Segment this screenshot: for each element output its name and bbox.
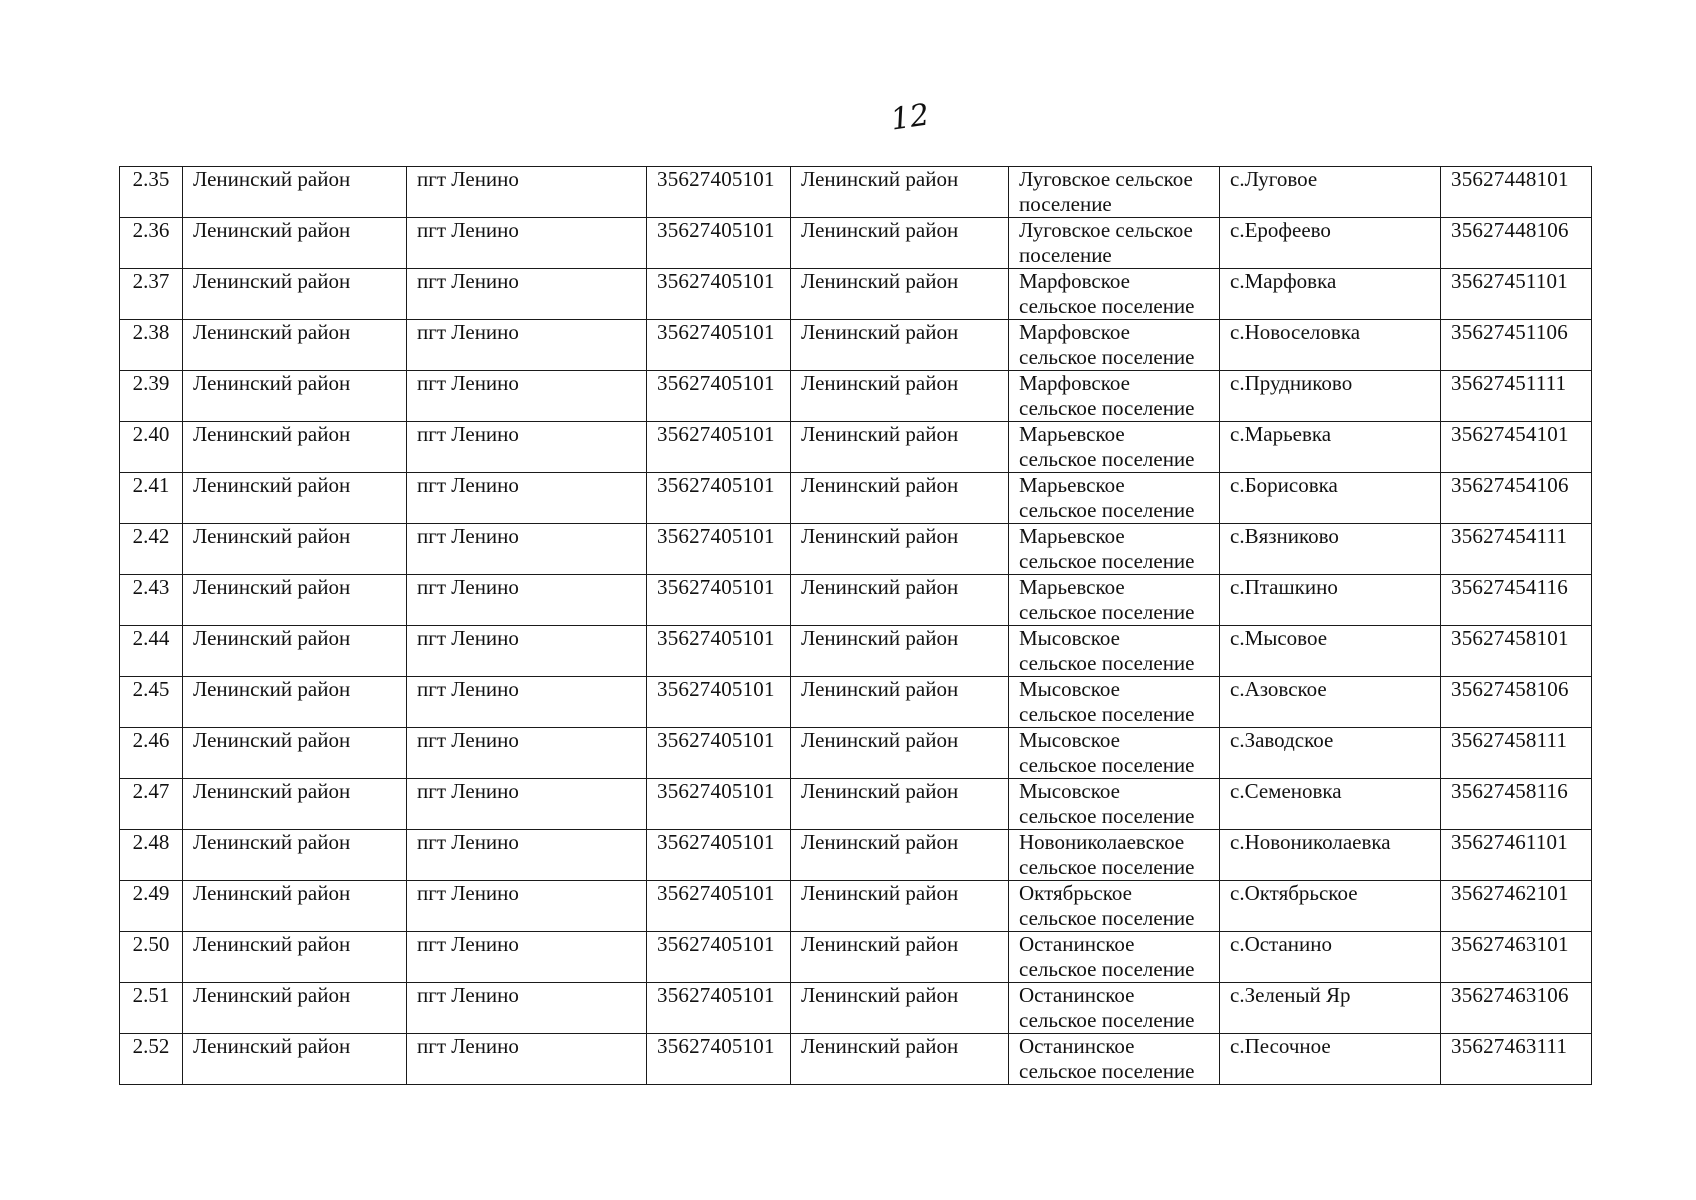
locality-cell: с.Новониколаевка xyxy=(1220,830,1441,881)
code-to-cell: 35627451106 xyxy=(1441,320,1592,371)
municipality-cell xyxy=(1009,728,1220,779)
district-from-cell: Ленинский район xyxy=(183,422,407,473)
district-from-cell: Ленинский район xyxy=(183,167,407,218)
municipality-line-2: сельское поселение xyxy=(1019,804,1195,828)
district-to-cell: Ленинский район xyxy=(791,371,1009,422)
district-from-cell: Ленинский район xyxy=(183,932,407,983)
table-row xyxy=(120,881,1592,932)
table-row xyxy=(120,932,1592,983)
code-to-cell: 35627458101 xyxy=(1441,626,1592,677)
municipality-line-2: сельское поселение xyxy=(1019,600,1195,624)
municipality-line-2: сельское поселение xyxy=(1019,345,1195,369)
settlement-from-cell: пгт Ленино xyxy=(407,779,647,830)
table-row xyxy=(120,218,1592,269)
code-to-cell: 35627461101 xyxy=(1441,830,1592,881)
locality-cell: с.Вязниково xyxy=(1220,524,1441,575)
code-from-cell: 35627405101 xyxy=(647,983,791,1034)
locality-cell: с.Заводское xyxy=(1220,728,1441,779)
table-row xyxy=(120,524,1592,575)
municipality-line-1: Марьевское xyxy=(1019,575,1125,599)
settlement-from-cell: пгт Ленино xyxy=(407,524,647,575)
district-to-cell: Ленинский район xyxy=(791,269,1009,320)
code-from-cell: 35627405101 xyxy=(647,524,791,575)
code-to-cell: 35627458116 xyxy=(1441,779,1592,830)
municipality-line-1: Мысовское xyxy=(1019,779,1120,803)
code-to-cell: 35627448106 xyxy=(1441,218,1592,269)
district-to-cell: Ленинский район xyxy=(791,626,1009,677)
district-from-cell: Ленинский район xyxy=(183,473,407,524)
municipality-line-1: Марьевское xyxy=(1019,524,1125,548)
municipality-cell xyxy=(1009,218,1220,269)
table-row xyxy=(120,1034,1592,1085)
municipality-line-1: Марьевское xyxy=(1019,422,1125,446)
district-to-cell: Ленинский район xyxy=(791,524,1009,575)
municipality-cell xyxy=(1009,422,1220,473)
table-row xyxy=(120,830,1592,881)
municipality-cell xyxy=(1009,473,1220,524)
row-number-cell: 2.36 xyxy=(120,218,183,269)
code-to-cell: 35627458111 xyxy=(1441,728,1592,779)
district-from-cell: Ленинский район xyxy=(183,218,407,269)
locality-cell: с.Прудниково xyxy=(1220,371,1441,422)
row-number-cell: 2.48 xyxy=(120,830,183,881)
municipality-line-1: Марфовское xyxy=(1019,371,1130,395)
municipality-line-1: Марфовское xyxy=(1019,269,1130,293)
row-number-cell: 2.41 xyxy=(120,473,183,524)
row-number-cell: 2.50 xyxy=(120,932,183,983)
table-row xyxy=(120,320,1592,371)
municipality-cell xyxy=(1009,371,1220,422)
table-row xyxy=(120,167,1592,218)
locality-cell: с.Останино xyxy=(1220,932,1441,983)
code-from-cell: 35627405101 xyxy=(647,422,791,473)
municipality-line-2: сельское поселение xyxy=(1019,1008,1195,1032)
district-to-cell: Ленинский район xyxy=(791,830,1009,881)
code-to-cell: 35627451101 xyxy=(1441,269,1592,320)
code-from-cell: 35627405101 xyxy=(647,320,791,371)
table-row xyxy=(120,575,1592,626)
district-from-cell: Ленинский район xyxy=(183,983,407,1034)
row-number-cell: 2.35 xyxy=(120,167,183,218)
code-to-cell: 35627451111 xyxy=(1441,371,1592,422)
settlement-from-cell: пгт Ленино xyxy=(407,269,647,320)
district-to-cell: Ленинский район xyxy=(791,983,1009,1034)
locality-cell: с.Пташкино xyxy=(1220,575,1441,626)
code-to-cell: 35627454116 xyxy=(1441,575,1592,626)
settlement-from-cell: пгт Ленино xyxy=(407,1034,647,1085)
district-from-cell: Ленинский район xyxy=(183,320,407,371)
row-number-cell: 2.46 xyxy=(120,728,183,779)
settlement-from-cell: пгт Ленино xyxy=(407,371,647,422)
district-from-cell: Ленинский район xyxy=(183,371,407,422)
district-to-cell: Ленинский район xyxy=(791,881,1009,932)
municipality-cell xyxy=(1009,881,1220,932)
row-number-cell: 2.38 xyxy=(120,320,183,371)
code-to-cell: 35627454111 xyxy=(1441,524,1592,575)
code-to-cell: 35627458106 xyxy=(1441,677,1592,728)
row-number-cell: 2.43 xyxy=(120,575,183,626)
municipality-cell xyxy=(1009,677,1220,728)
code-from-cell: 35627405101 xyxy=(647,830,791,881)
municipality-cell xyxy=(1009,779,1220,830)
municipality-line-2: сельское поселение xyxy=(1019,1059,1195,1083)
municipality-cell xyxy=(1009,1034,1220,1085)
locality-cell: с.Зеленый Яр xyxy=(1220,983,1441,1034)
table-row xyxy=(120,779,1592,830)
municipality-line-2: сельское поселение xyxy=(1019,855,1195,879)
settlement-from-cell: пгт Ленино xyxy=(407,575,647,626)
row-number-cell: 2.39 xyxy=(120,371,183,422)
municipality-line-2: сельское поселение xyxy=(1019,549,1195,573)
municipality-line-1: Мысовское xyxy=(1019,626,1120,650)
locality-cell: с.Новоселовка xyxy=(1220,320,1441,371)
district-from-cell: Ленинский район xyxy=(183,677,407,728)
municipality-cell xyxy=(1009,932,1220,983)
settlement-from-cell: пгт Ленино xyxy=(407,167,647,218)
code-to-cell: 35627463111 xyxy=(1441,1034,1592,1085)
district-to-cell: Ленинский район xyxy=(791,167,1009,218)
locality-cell: с.Мысовое xyxy=(1220,626,1441,677)
code-to-cell: 35627454101 xyxy=(1441,422,1592,473)
district-from-cell: Ленинский район xyxy=(183,524,407,575)
district-from-cell: Ленинский район xyxy=(183,830,407,881)
row-number-cell: 2.51 xyxy=(120,983,183,1034)
row-number-cell: 2.37 xyxy=(120,269,183,320)
locality-cell: с.Азовское xyxy=(1220,677,1441,728)
municipality-line-2: сельское поселение xyxy=(1019,498,1195,522)
settlement-from-cell: пгт Ленино xyxy=(407,422,647,473)
code-from-cell: 35627405101 xyxy=(647,728,791,779)
district-from-cell: Ленинский район xyxy=(183,575,407,626)
municipality-line-1: Останинское xyxy=(1019,1034,1135,1058)
district-to-cell: Ленинский район xyxy=(791,575,1009,626)
district-to-cell: Ленинский район xyxy=(791,932,1009,983)
settlement-from-cell: пгт Ленино xyxy=(407,881,647,932)
municipality-line-2: сельское поселение xyxy=(1019,957,1195,981)
table-row xyxy=(120,371,1592,422)
municipality-line-1: Останинское xyxy=(1019,983,1135,1007)
district-to-cell: Ленинский район xyxy=(791,728,1009,779)
code-from-cell: 35627405101 xyxy=(647,881,791,932)
municipality-line-1: Марфовское xyxy=(1019,320,1130,344)
district-from-cell: Ленинский район xyxy=(183,1034,407,1085)
table-row xyxy=(120,728,1592,779)
municipality-cell xyxy=(1009,983,1220,1034)
municipality-line-1: Новониколаевское xyxy=(1019,830,1185,854)
district-from-cell: Ленинский район xyxy=(183,881,407,932)
code-from-cell: 35627405101 xyxy=(647,371,791,422)
code-to-cell: 35627463101 xyxy=(1441,932,1592,983)
settlement-table xyxy=(119,166,1592,1085)
district-to-cell: Ленинский район xyxy=(791,473,1009,524)
table-row xyxy=(120,983,1592,1034)
code-from-cell: 35627405101 xyxy=(647,269,791,320)
municipality-cell xyxy=(1009,167,1220,218)
table-row xyxy=(120,269,1592,320)
code-to-cell: 35627463106 xyxy=(1441,983,1592,1034)
district-to-cell: Ленинский район xyxy=(791,422,1009,473)
municipality-line-2: сельское поселение xyxy=(1019,702,1195,726)
settlement-from-cell: пгт Ленино xyxy=(407,677,647,728)
code-from-cell: 35627405101 xyxy=(647,1034,791,1085)
settlement-from-cell: пгт Ленино xyxy=(407,830,647,881)
district-from-cell: Ленинский район xyxy=(183,626,407,677)
code-to-cell: 35627462101 xyxy=(1441,881,1592,932)
locality-cell: с.Борисовка xyxy=(1220,473,1441,524)
municipality-cell xyxy=(1009,830,1220,881)
code-to-cell: 35627454106 xyxy=(1441,473,1592,524)
settlement-from-cell: пгт Ленино xyxy=(407,626,647,677)
district-from-cell: Ленинский район xyxy=(183,728,407,779)
row-number-cell: 2.49 xyxy=(120,881,183,932)
municipality-line-1: Мысовское xyxy=(1019,728,1120,752)
district-from-cell: Ленинский район xyxy=(183,779,407,830)
settlement-from-cell: пгт Ленино xyxy=(407,320,647,371)
municipality-cell xyxy=(1009,524,1220,575)
code-from-cell: 35627405101 xyxy=(647,932,791,983)
settlement-from-cell: пгт Ленино xyxy=(407,218,647,269)
row-number-cell: 2.40 xyxy=(120,422,183,473)
municipality-cell xyxy=(1009,320,1220,371)
code-to-cell: 35627448101 xyxy=(1441,167,1592,218)
locality-cell: с.Октябрьское xyxy=(1220,881,1441,932)
row-number-cell: 2.42 xyxy=(120,524,183,575)
municipality-line-1: Луговское сельское xyxy=(1019,167,1193,191)
municipality-line-2: поселение xyxy=(1019,243,1112,267)
table-row xyxy=(120,626,1592,677)
locality-cell: с.Песочное xyxy=(1220,1034,1441,1085)
page-number: 12 xyxy=(888,97,932,138)
row-number-cell: 2.45 xyxy=(120,677,183,728)
municipality-line-1: Останинское xyxy=(1019,932,1135,956)
locality-cell: с.Марьевка xyxy=(1220,422,1441,473)
table-row xyxy=(120,473,1592,524)
locality-cell: с.Луговое xyxy=(1220,167,1441,218)
district-to-cell: Ленинский район xyxy=(791,218,1009,269)
code-from-cell: 35627405101 xyxy=(647,575,791,626)
row-number-cell: 2.47 xyxy=(120,779,183,830)
settlement-from-cell: пгт Ленино xyxy=(407,473,647,524)
municipality-line-2: сельское поселение xyxy=(1019,906,1195,930)
municipality-line-2: сельское поселение xyxy=(1019,447,1195,471)
municipality-cell xyxy=(1009,269,1220,320)
code-from-cell: 35627405101 xyxy=(647,677,791,728)
locality-cell: с.Марфовка xyxy=(1220,269,1441,320)
table-row xyxy=(120,677,1592,728)
municipality-line-1: Октябрьское xyxy=(1019,881,1132,905)
settlement-from-cell: пгт Ленино xyxy=(407,728,647,779)
district-to-cell: Ленинский район xyxy=(791,320,1009,371)
municipality-line-2: сельское поселение xyxy=(1019,396,1195,420)
settlement-from-cell: пгт Ленино xyxy=(407,983,647,1034)
district-to-cell: Ленинский район xyxy=(791,779,1009,830)
municipality-line-2: сельское поселение xyxy=(1019,651,1195,675)
code-from-cell: 35627405101 xyxy=(647,626,791,677)
table-row xyxy=(120,422,1592,473)
locality-cell: с.Ерофеево xyxy=(1220,218,1441,269)
row-number-cell: 2.52 xyxy=(120,1034,183,1085)
district-to-cell: Ленинский район xyxy=(791,677,1009,728)
code-from-cell: 35627405101 xyxy=(647,167,791,218)
code-from-cell: 35627405101 xyxy=(647,218,791,269)
municipality-line-2: поселение xyxy=(1019,192,1112,216)
municipality-cell xyxy=(1009,626,1220,677)
table-body xyxy=(120,167,1592,1085)
municipality-line-1: Мысовское xyxy=(1019,677,1120,701)
municipality-line-2: сельское поселение xyxy=(1019,294,1195,318)
municipality-cell xyxy=(1009,575,1220,626)
code-from-cell: 35627405101 xyxy=(647,473,791,524)
settlement-from-cell: пгт Ленино xyxy=(407,932,647,983)
locality-cell: с.Семеновка xyxy=(1220,779,1441,830)
municipality-line-1: Луговское сельское xyxy=(1019,218,1193,242)
district-to-cell: Ленинский район xyxy=(791,1034,1009,1085)
row-number-cell: 2.44 xyxy=(120,626,183,677)
municipality-line-1: Марьевское xyxy=(1019,473,1125,497)
district-from-cell: Ленинский район xyxy=(183,269,407,320)
code-from-cell: 35627405101 xyxy=(647,779,791,830)
municipality-line-2: сельское поселение xyxy=(1019,753,1195,777)
